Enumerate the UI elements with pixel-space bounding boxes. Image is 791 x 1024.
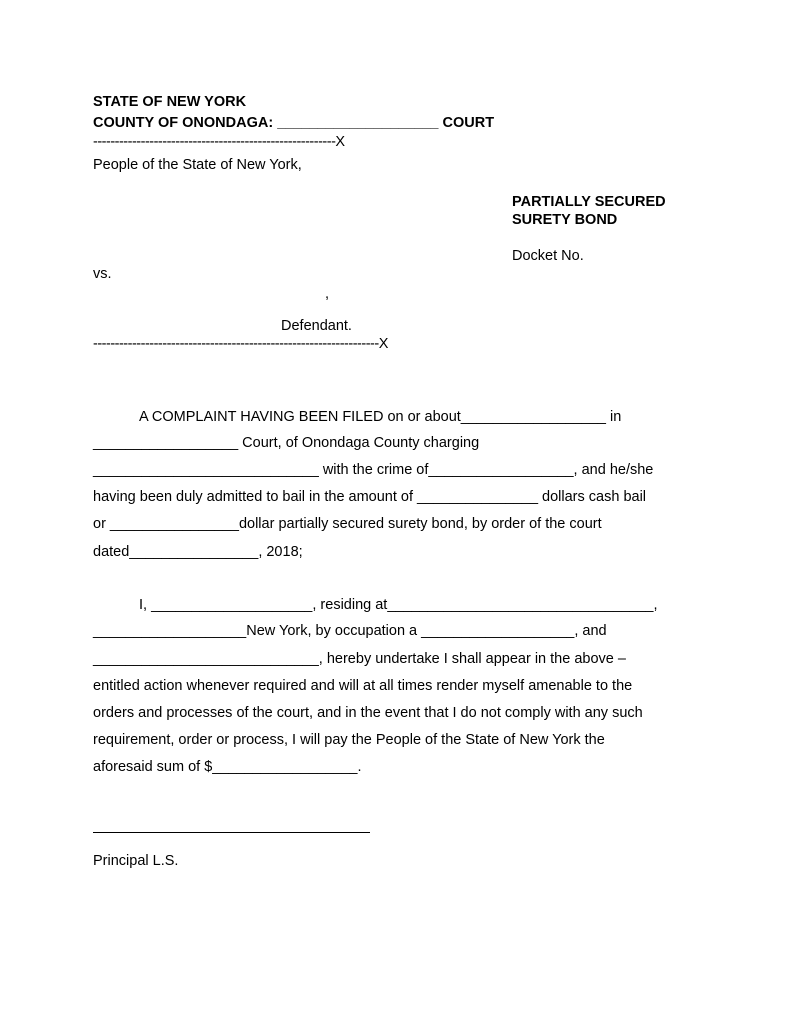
caption-divider-bottom: ------------------------------------------------------------------X (93, 336, 388, 352)
complaint-line-3: ____________________________ with the crime of__________________, and he/she (93, 462, 654, 478)
document-title-line1: PARTIALLY SECURED (512, 194, 666, 210)
state-heading: STATE OF NEW YORK (93, 94, 247, 110)
undertaking-line-6: requirement, order or process, I will pay the People of the State of New York the (93, 732, 605, 748)
undertaking-line-5: orders and processes of the court, and in the event that I do not comply with any such (93, 705, 643, 721)
complaint-line-1: A COMPLAINT HAVING BEEN FILED on or about__________________ in (139, 409, 622, 425)
complaint-line-6: dated________________, 2018; (93, 544, 303, 560)
defendant-name-comma: , (325, 286, 330, 302)
undertaking-line-4: entitled action whenever required and will at all times render myself amenable to the (93, 678, 633, 694)
versus-label: vs. (93, 266, 112, 282)
undertaking-line-7: aforesaid sum of $__________________. (93, 759, 362, 775)
signature-line (93, 832, 370, 833)
complaint-line-5: or ________________dollar partially secured surety bond, by order of the court (93, 516, 602, 532)
plaintiff-name: People of the State of New York, (93, 157, 302, 173)
defendant-label: Defendant. (281, 318, 352, 334)
complaint-line-4: having been duly admitted to bail in the amount of _______________ dollars cash bail (93, 489, 647, 505)
complaint-line-2: __________________ Court, of Onondaga County charging (93, 435, 480, 451)
undertaking-line-3: ____________________________, hereby undertake I shall appear in the above – (93, 651, 626, 667)
signature-label: Principal L.S. (93, 853, 179, 869)
caption-divider-top: --------------------------------------------------------X (93, 134, 345, 150)
undertaking-line-2: ___________________New York, by occupation a ___________________, and (93, 623, 607, 639)
docket-number-label: Docket No. (512, 248, 584, 264)
document-title-line2: SURETY BOND (512, 212, 618, 228)
undertaking-line-1: I, ____________________, residing at_________________________________, (139, 597, 658, 613)
county-court-heading: COUNTY OF ONONDAGA: ____________________ COURT (93, 115, 495, 131)
